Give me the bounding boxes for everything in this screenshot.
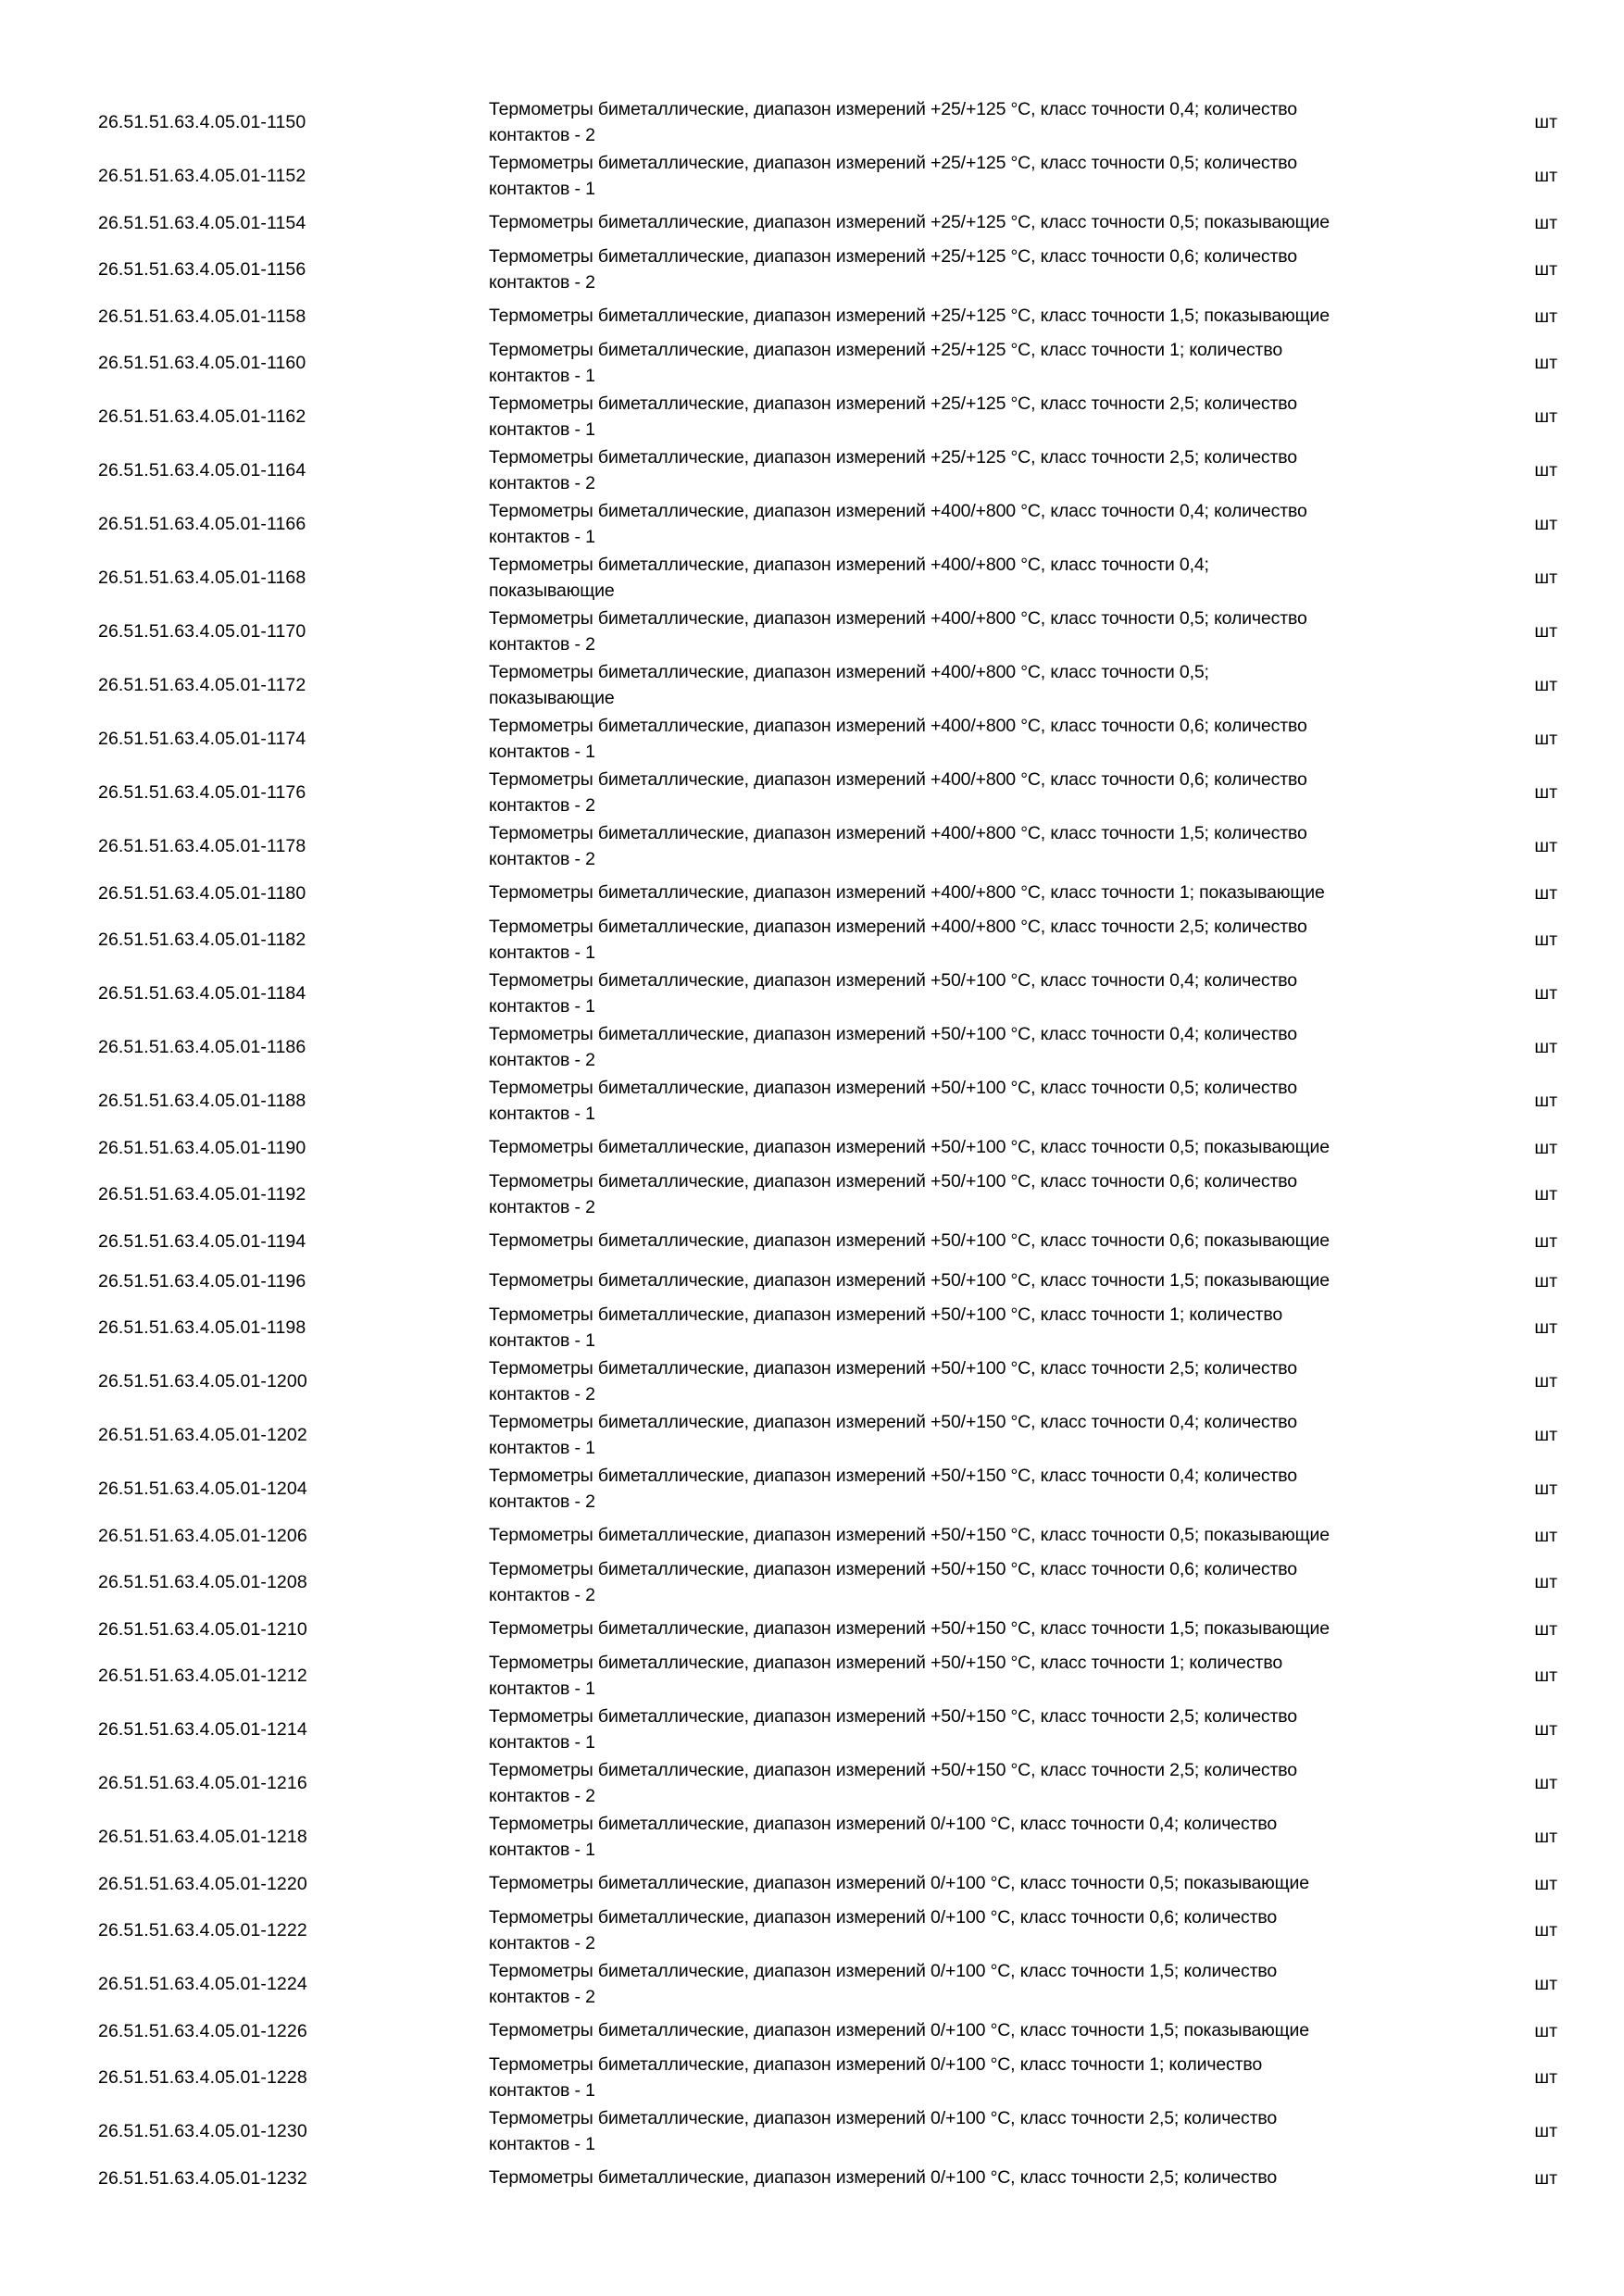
item-code: 26.51.51.63.4.05.01-1174 xyxy=(98,729,306,749)
item-code: 26.51.51.63.4.05.01-1188 xyxy=(98,1091,306,1111)
table-row xyxy=(98,1354,1561,1408)
table-row xyxy=(98,1864,1561,1903)
item-description: Термометры биметаллические, диапазон измерений +400/+800 °С, класс точности 0,4; количество контактов - 1 xyxy=(489,500,1307,547)
item-unit: шт xyxy=(1534,1572,1557,1592)
table-row xyxy=(98,658,1561,712)
table-row xyxy=(98,1649,1561,1703)
item-description: Термометры биметаллические, диапазон измерений +50/+150 °С, класс точности 0,6; количество контактов - 2 xyxy=(489,1558,1297,1605)
item-code: 26.51.51.63.4.05.01-1176 xyxy=(98,782,306,803)
table-row xyxy=(98,1408,1561,1462)
item-unit: шт xyxy=(1534,514,1557,534)
table-row xyxy=(98,1516,1561,1555)
item-unit: шт xyxy=(1534,1317,1557,1338)
item-unit: шт xyxy=(1534,259,1557,280)
table-row xyxy=(98,1261,1561,1301)
item-code: 26.51.51.63.4.05.01-1158 xyxy=(98,306,306,327)
item-unit: шт xyxy=(1534,882,1557,904)
item-unit: шт xyxy=(1534,1873,1557,1894)
table-row xyxy=(98,1810,1561,1864)
item-description: Термометры биметаллические, диапазон измерений +50/+100 °С, класс точности 2,5; количество контактов - 2 xyxy=(489,1357,1297,1404)
table-row xyxy=(98,203,1561,243)
item-description: Термометры биметаллические, диапазон измерений +25/+125 °С, класс точности 0,4; количество контактов - 2 xyxy=(489,98,1297,145)
item-description: Термометры биметаллические, диапазон измерений +50/+100 °С, класс точности 1,5; показывающие xyxy=(489,1270,1330,1292)
item-description: Термометры биметаллические, диапазон измерений +50/+100 °С, класс точности 0,6; показывающие xyxy=(489,1230,1330,1252)
table-row xyxy=(98,390,1561,443)
item-code: 26.51.51.63.4.05.01-1216 xyxy=(98,1773,307,1793)
table-row xyxy=(98,2011,1561,2051)
table-row xyxy=(98,2158,1561,2198)
table-row xyxy=(98,967,1561,1020)
item-description: Термометры биметаллические, диапазон измерений +50/+150 °С, класс точности 0,4; количество контактов - 1 xyxy=(489,1411,1297,1458)
item-description: Термометры биметаллические, диапазон измерений +400/+800 °С, класс точности 0,6; количество контактов - 1 xyxy=(489,715,1307,762)
item-description: Термометры биметаллические, диапазон измерений +25/+125 °С, класс точности 1; количество контактов - 1 xyxy=(489,339,1283,386)
item-code: 26.51.51.63.4.05.01-1208 xyxy=(98,1572,307,1592)
item-description: Термометры биметаллические, диапазон измерений +50/+150 °С, класс точности 2,5; количество контактов - 2 xyxy=(489,1759,1297,1806)
item-code: 26.51.51.63.4.05.01-1210 xyxy=(98,1618,307,1640)
item-unit: шт xyxy=(1534,1091,1557,1111)
item-unit: шт xyxy=(1534,1184,1557,1204)
item-description: Термометры биметаллические, диапазон измерений 0/+100 °С, класс точности 0,6; количество контактов - 2 xyxy=(489,1906,1278,1953)
item-unit: шт xyxy=(1534,212,1557,233)
table-row xyxy=(98,873,1561,913)
item-description: Термометры биметаллические, диапазон измерений +400/+800 °С, класс точности 1,5; количество контактов - 2 xyxy=(489,822,1307,869)
table-row xyxy=(98,913,1561,967)
item-description: Термометры биметаллические, диапазон измерений +25/+125 °С, класс точности 0,5; показывающие xyxy=(489,212,1330,233)
item-description: Термометры биметаллические, диапазон измерений +50/+150 °С, класс точности 2,5; количество контактов - 1 xyxy=(489,1705,1297,1753)
item-description: Термометры биметаллические, диапазон измерений +25/+125 °С, класс точности 2,5; количество контактов - 2 xyxy=(489,446,1297,493)
item-unit: шт xyxy=(1534,1618,1557,1640)
item-unit: шт xyxy=(1534,2167,1557,2189)
table-row xyxy=(98,1957,1561,2011)
item-code: 26.51.51.63.4.05.01-1220 xyxy=(98,1873,307,1894)
item-code: 26.51.51.63.4.05.01-1164 xyxy=(98,460,306,480)
item-unit: шт xyxy=(1534,353,1557,373)
item-unit: шт xyxy=(1534,1920,1557,1940)
table-row xyxy=(98,1703,1561,1756)
item-description: Термометры биметаллические, диапазон измерений +400/+800 °С, класс точности 0,4; показывающие xyxy=(489,554,1209,601)
item-description: Термометры биметаллические, диапазон измерений 0/+100 °С, класс точности 2,5; количество xyxy=(489,2167,1278,2189)
table-row xyxy=(98,1020,1561,1074)
item-code: 26.51.51.63.4.05.01-1214 xyxy=(98,1719,307,1740)
table-row xyxy=(98,1462,1561,1516)
table-row xyxy=(98,1167,1561,1221)
item-unit: шт xyxy=(1534,568,1557,588)
item-code: 26.51.51.63.4.05.01-1170 xyxy=(98,621,306,642)
item-code: 26.51.51.63.4.05.01-1190 xyxy=(98,1137,306,1158)
table-row xyxy=(98,1221,1561,1261)
item-unit: шт xyxy=(1534,2121,1557,2141)
table-row xyxy=(98,1756,1561,1810)
item-description: Термометры биметаллические, диапазон измерений +25/+125 °С, класс точности 2,5; количество контактов - 1 xyxy=(489,393,1297,440)
table-row xyxy=(98,243,1561,296)
table-row xyxy=(98,2051,1561,2104)
item-description: Термометры биметаллические, диапазон измерений 0/+100 °С, класс точности 1,5; количество контактов - 2 xyxy=(489,1960,1278,2007)
item-code: 26.51.51.63.4.05.01-1182 xyxy=(98,930,306,950)
item-code: 26.51.51.63.4.05.01-1152 xyxy=(98,166,306,186)
item-description: Термометры биметаллические, диапазон измерений 0/+100 °С, класс точности 1,5; показывающие xyxy=(489,2020,1309,2041)
item-code: 26.51.51.63.4.05.01-1196 xyxy=(98,1270,306,1292)
item-description: Термометры биметаллические, диапазон измерений 0/+100 °С, класс точности 0,5; показывающие xyxy=(489,1873,1309,1894)
item-description: Термометры биметаллические, диапазон измерений +400/+800 °С, класс точности 1; показывающие xyxy=(489,882,1325,904)
item-code: 26.51.51.63.4.05.01-1232 xyxy=(98,2167,307,2189)
item-code: 26.51.51.63.4.05.01-1200 xyxy=(98,1371,307,1391)
item-description: Термометры биметаллические, диапазон измерений +50/+150 °С, класс точности 1,5; показывающие xyxy=(489,1618,1330,1640)
item-description: Термометры биметаллические, диапазон измерений +50/+100 °С, класс точности 0,4; количество контактов - 2 xyxy=(489,1023,1297,1070)
item-description: Термометры биметаллические, диапазон измерений +50/+100 °С, класс точности 0,5; количество контактов - 1 xyxy=(489,1077,1297,1124)
item-description: Термометры биметаллические, диапазон измерений +50/+100 °С, класс точности 1; количество контактов - 1 xyxy=(489,1304,1283,1351)
item-code: 26.51.51.63.4.05.01-1172 xyxy=(98,675,306,695)
item-description: Термометры биметаллические, диапазон измерений 0/+100 °С, класс точности 0,4; количество контактов - 1 xyxy=(489,1813,1278,1860)
item-description: Термометры биметаллические, диапазон измерений +25/+125 °С, класс точности 1,5; показывающие xyxy=(489,306,1330,327)
catalog-table xyxy=(98,95,1561,2198)
table-row xyxy=(98,712,1561,766)
item-code: 26.51.51.63.4.05.01-1204 xyxy=(98,1479,307,1499)
item-code: 26.51.51.63.4.05.01-1230 xyxy=(98,2121,307,2141)
item-unit: шт xyxy=(1534,406,1557,427)
item-description: Термометры биметаллические, диапазон измерений +50/+100 °С, класс точности 0,5; показывающие xyxy=(489,1137,1330,1158)
item-unit: шт xyxy=(1534,1974,1557,1994)
item-code: 26.51.51.63.4.05.01-1178 xyxy=(98,836,306,856)
item-unit: шт xyxy=(1534,1425,1557,1445)
table-row xyxy=(98,2104,1561,2158)
item-unit: шт xyxy=(1534,2067,1557,2088)
table-row xyxy=(98,551,1561,605)
item-code: 26.51.51.63.4.05.01-1162 xyxy=(98,406,306,427)
item-code: 26.51.51.63.4.05.01-1218 xyxy=(98,1827,307,1847)
item-unit: шт xyxy=(1534,112,1557,132)
item-unit: шт xyxy=(1534,460,1557,480)
item-code: 26.51.51.63.4.05.01-1160 xyxy=(98,353,306,373)
item-unit: шт xyxy=(1534,729,1557,749)
table-row xyxy=(98,497,1561,551)
table-row xyxy=(98,1074,1561,1128)
item-unit: шт xyxy=(1534,1666,1557,1686)
item-unit: шт xyxy=(1534,1230,1557,1252)
item-unit: шт xyxy=(1534,1525,1557,1546)
table-row xyxy=(98,1128,1561,1167)
item-code: 26.51.51.63.4.05.01-1184 xyxy=(98,983,306,1004)
item-unit: шт xyxy=(1534,1037,1557,1057)
item-unit: шт xyxy=(1534,621,1557,642)
item-unit: шт xyxy=(1534,166,1557,186)
table-row xyxy=(98,149,1561,203)
item-code: 26.51.51.63.4.05.01-1194 xyxy=(98,1230,306,1252)
item-code: 26.51.51.63.4.05.01-1212 xyxy=(98,1666,307,1686)
item-description: Термометры биметаллические, диапазон измерений +400/+800 °С, класс точности 0,6; количество контактов - 2 xyxy=(489,768,1307,816)
item-code: 26.51.51.63.4.05.01-1154 xyxy=(98,212,306,233)
item-description: Термометры биметаллические, диапазон измерений 0/+100 °С, класс точности 1; количество контактов - 1 xyxy=(489,2053,1263,2101)
table-row xyxy=(98,1555,1561,1609)
item-code: 26.51.51.63.4.05.01-1202 xyxy=(98,1425,307,1445)
item-description: Термометры биметаллические, диапазон измерений +400/+800 °С, класс точности 0,5; количество контактов - 2 xyxy=(489,607,1307,655)
item-unit: шт xyxy=(1534,306,1557,327)
table-row xyxy=(98,605,1561,658)
item-unit: шт xyxy=(1534,983,1557,1004)
item-unit: шт xyxy=(1534,1137,1557,1158)
table-row xyxy=(98,296,1561,336)
item-description: Термометры биметаллические, диапазон измерений +25/+125 °С, класс точности 0,6; количество контактов - 2 xyxy=(489,245,1297,293)
item-code: 26.51.51.63.4.05.01-1168 xyxy=(98,568,306,588)
item-unit: шт xyxy=(1534,930,1557,950)
item-code: 26.51.51.63.4.05.01-1180 xyxy=(98,882,306,904)
item-unit: шт xyxy=(1534,1270,1557,1292)
table-row xyxy=(98,1301,1561,1354)
item-description: Термометры биметаллические, диапазон измерений +25/+125 °С, класс точности 0,5; количество контактов - 1 xyxy=(489,152,1297,199)
item-code: 26.51.51.63.4.05.01-1150 xyxy=(98,112,306,132)
item-unit: шт xyxy=(1534,2020,1557,2041)
table-row xyxy=(98,766,1561,819)
item-code: 26.51.51.63.4.05.01-1226 xyxy=(98,2020,307,2041)
item-unit: шт xyxy=(1534,1827,1557,1847)
item-code: 26.51.51.63.4.05.01-1222 xyxy=(98,1920,307,1940)
item-unit: шт xyxy=(1534,675,1557,695)
item-description: Термометры биметаллические, диапазон измерений +50/+100 °С, класс точности 0,6; количество контактов - 2 xyxy=(489,1170,1297,1217)
item-code: 26.51.51.63.4.05.01-1198 xyxy=(98,1317,306,1338)
item-description: Термометры биметаллические, диапазон измерений +400/+800 °С, класс точности 0,5; показывающие xyxy=(489,661,1209,708)
item-code: 26.51.51.63.4.05.01-1228 xyxy=(98,2067,307,2088)
item-code: 26.51.51.63.4.05.01-1186 xyxy=(98,1037,306,1057)
item-unit: шт xyxy=(1534,782,1557,803)
item-unit: шт xyxy=(1534,1719,1557,1740)
item-code: 26.51.51.63.4.05.01-1156 xyxy=(98,259,306,280)
table-row xyxy=(98,336,1561,390)
table-row xyxy=(98,1903,1561,1957)
item-description: Термометры биметаллические, диапазон измерений +400/+800 °С, класс точности 2,5; количество контактов - 1 xyxy=(489,916,1307,963)
table-row xyxy=(98,95,1561,149)
item-description: Термометры биметаллические, диапазон измерений +50/+150 °С, класс точности 0,4; количество контактов - 2 xyxy=(489,1465,1297,1512)
item-description: Термометры биметаллические, диапазон измерений +50/+150 °С, класс точности 0,5; показывающие xyxy=(489,1525,1330,1546)
table-row xyxy=(98,443,1561,497)
item-unit: шт xyxy=(1534,1371,1557,1391)
item-code: 26.51.51.63.4.05.01-1206 xyxy=(98,1525,307,1546)
table-row xyxy=(98,819,1561,873)
table-row xyxy=(98,1609,1561,1649)
item-unit: шт xyxy=(1534,1773,1557,1793)
item-description: Термометры биметаллические, диапазон измерений 0/+100 °С, класс точности 2,5; количество контактов - 1 xyxy=(489,2107,1278,2154)
item-description: Термометры биметаллические, диапазон измерений +50/+150 °С, класс точности 1; количество контактов - 1 xyxy=(489,1652,1283,1699)
item-code: 26.51.51.63.4.05.01-1166 xyxy=(98,514,306,534)
item-unit: шт xyxy=(1534,1479,1557,1499)
item-unit: шт xyxy=(1534,836,1557,856)
item-code: 26.51.51.63.4.05.01-1224 xyxy=(98,1974,307,1994)
item-description: Термометры биметаллические, диапазон измерений +50/+100 °С, класс точности 0,4; количество контактов - 1 xyxy=(489,969,1297,1017)
item-code: 26.51.51.63.4.05.01-1192 xyxy=(98,1184,306,1204)
